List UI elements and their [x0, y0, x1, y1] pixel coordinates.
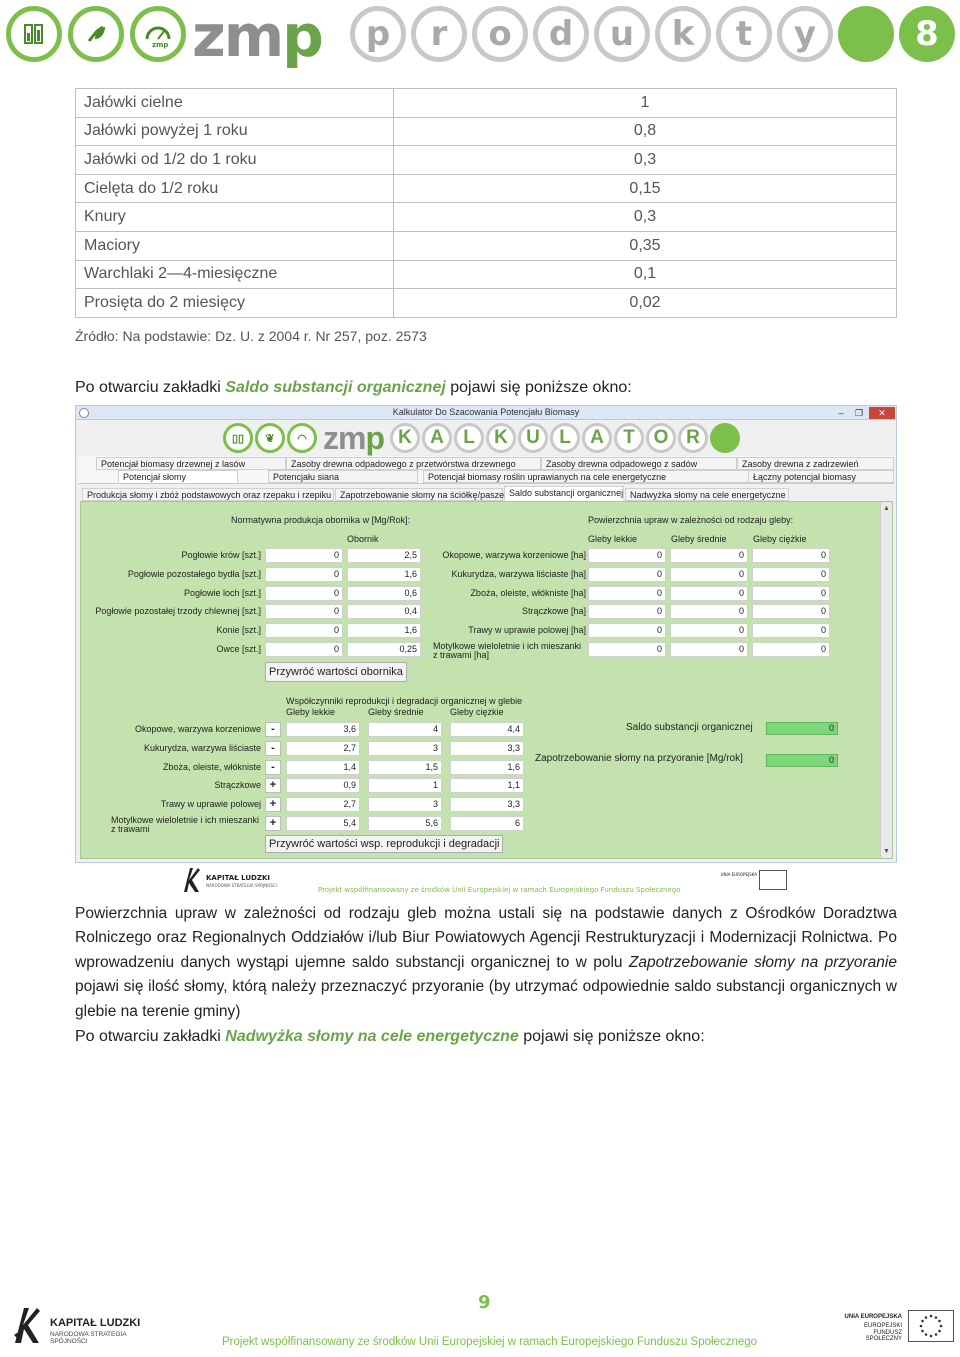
restore-button[interactable]: ❐ — [854, 408, 864, 418]
table-row — [76, 117, 897, 146]
area-input[interactable]: 0 — [588, 586, 666, 601]
title-bar — [76, 406, 896, 420]
tab-straw-potential[interactable]: Potencjał słomy — [118, 470, 238, 483]
tab-straw-production[interactable]: Produkcja słomy i zbóż podstawowych oraz rzepaku i rzepiku — [82, 488, 334, 501]
coefficient-input[interactable]: 6 — [450, 816, 524, 831]
area-input[interactable]: 0 — [670, 642, 748, 657]
letter-circle: o — [472, 6, 528, 62]
sign-toggle-button[interactable]: - — [265, 741, 281, 756]
table-row — [76, 289, 897, 318]
area-input[interactable]: 0 — [670, 604, 748, 619]
animal-label: Prosięta do 2 miesięcy — [76, 289, 394, 318]
coefficient-value: 0,35 — [394, 231, 897, 260]
coeff-row-label: Strączkowe — [214, 780, 261, 791]
coefficient-input[interactable]: 3 — [368, 741, 442, 756]
manure-row-label: Pogłowie krów [szt.] — [181, 550, 261, 560]
coefficient-input[interactable]: 5,6 — [368, 816, 442, 831]
letter-circle: A — [422, 423, 452, 453]
coefficient-value: 0,1 — [394, 260, 897, 289]
coefficient-input[interactable]: 5,4 — [286, 816, 360, 831]
app-logo — [223, 419, 740, 456]
eu-line1: UNIA EUROPEJSKA — [844, 1314, 902, 1320]
coefficient-input[interactable]: 3,3 — [450, 797, 524, 812]
animal-label: Jałówki powyżej 1 roku — [76, 117, 394, 146]
coeff-row-label: Kukurydza, warzywa liściaste — [143, 742, 261, 753]
sign-toggle-button[interactable]: + — [265, 797, 281, 812]
coeff-col-heavy: Gleby ciężkie — [450, 707, 504, 717]
sign-toggle-button[interactable]: - — [265, 760, 281, 775]
table-row — [76, 89, 897, 118]
demand-output: 0 — [766, 754, 838, 767]
tab-energy-crops[interactable]: Potencjał biomasy roślin uprawianych na cele energetyczne — [423, 470, 753, 483]
manure-factor-input[interactable]: 0,4 — [347, 604, 421, 619]
chapter-number: 8 — [899, 6, 955, 62]
coefficient-input[interactable]: 3,3 — [450, 741, 524, 756]
area-input[interactable]: 0 — [752, 548, 830, 563]
coefficient-input[interactable]: 4 — [368, 722, 442, 737]
area-row-label: Trawy w uprawie polowej [ha] — [468, 625, 586, 636]
letter-circle: A — [582, 423, 612, 453]
coefficient-value: 0,3 — [394, 146, 897, 175]
blank-circle — [838, 6, 894, 62]
coefficient-input[interactable]: 1,4 — [286, 760, 360, 775]
table-row — [76, 231, 897, 260]
reset-manure-button[interactable]: Przywróć wartości obornika — [265, 662, 407, 682]
area-input[interactable]: 0 — [588, 642, 666, 657]
kapital-ludzki-mark — [12, 1305, 42, 1345]
reset-coefficients-button[interactable]: Przywróć wartości wsp. reprodukcji i degradacji — [265, 835, 503, 853]
tab-wood-processing[interactable]: Zasoby drewna odpadowego z przetwórstwa drzewnego — [286, 457, 541, 470]
area-input[interactable]: 0 — [752, 604, 830, 619]
manure-row-label: Pogłowie pozostałego bydła [szt.] — [127, 568, 261, 579]
coeff-heading: Współczynniki reprodukcji i degradacji organicznej w glebie — [286, 696, 523, 706]
tab-organic-balance[interactable]: Saldo substancji organicznej — [504, 486, 624, 501]
coefficient-input[interactable]: 1,1 — [450, 778, 524, 793]
area-input[interactable]: 0 — [670, 567, 748, 582]
area-row-label: Kukurydza, warzywa liściaste [ha] — [451, 568, 586, 579]
table-row — [76, 203, 897, 232]
eu-line3: FUNDUSZ SPOŁECZNY — [865, 1330, 902, 1342]
manure-count-input[interactable]: 0 — [265, 548, 343, 563]
table-row — [76, 174, 897, 203]
letter-circle: K — [486, 423, 516, 453]
scroll-up-arrow[interactable]: ▲ — [883, 505, 890, 512]
coeff-row-label: Trawy w uprawie polowej — [160, 799, 261, 810]
svg-text:zmp: zmp — [152, 41, 169, 49]
organic-balance-panel — [80, 501, 893, 859]
coefficient-input[interactable]: 3 — [368, 797, 442, 812]
header-banner — [0, 0, 960, 70]
letter-circle: p — [350, 6, 406, 62]
letter-circle: k — [655, 6, 711, 62]
area-row-label: Okopowe, warzywa korzeniowe [ha] — [442, 550, 586, 560]
manure-heading: Normatywna produkcja obornika w [Mg/Rok]: — [231, 515, 411, 525]
table-row — [76, 146, 897, 175]
letter-circle: K — [390, 423, 420, 453]
coeff-row-label: Zboża, oleiste, włókniste — [162, 761, 261, 772]
coefficient-input[interactable]: 3,6 — [286, 722, 360, 737]
demand-label: Zapotrzebowanie słomy na przyoranie [Mg/rok] — [535, 753, 743, 764]
area-col-light: Gleby lekkie — [588, 534, 638, 544]
area-input[interactable]: 0 — [752, 567, 830, 582]
sign-toggle-button[interactable]: + — [265, 816, 281, 831]
tab-total-biomass[interactable]: Łączny potencjał biomasy — [748, 470, 894, 483]
letter-circle: U — [518, 423, 548, 453]
body-paragraph: Powierzchnia upraw w zależności od rodzaju gleb można ustali się na podstawie danych z Ośrodków Doradztwa Rolniczego oraz Regionalnych Oddziałów i/lub Biur Powiatowych Agencji Restrukturyzacji i Modernizacji Rolnictwa. Po wprowadzeniu danych wystąpi ujemne saldo substancji organicznej to w polu Zapotrzebowanie słomy na przyoranie pojawi się ilość słomy, którą należy przeznaczyć przyoranie (by utrzymać odpowiednie saldo substancji organicznych w glebie na terenie gminy) — [75, 905, 897, 1020]
area-input[interactable]: 0 — [588, 604, 666, 619]
letter-circle: t — [716, 6, 772, 62]
letter-circle: r — [411, 6, 467, 62]
livestock-table — [75, 88, 897, 318]
kl-subtitle: NARODOWA STRATEGIA SPÓJNOŚCI — [50, 1331, 127, 1345]
manure-count-input[interactable]: 0 — [265, 586, 343, 601]
animal-label: Maciory — [76, 231, 394, 260]
battery-icon — [6, 6, 62, 62]
animal-label: Cielęta do 1/2 roku — [76, 174, 394, 203]
saldo-output: 0 — [766, 722, 838, 735]
coeff-col-light: Gleby lekkie — [286, 707, 336, 717]
area-input[interactable]: 0 — [752, 586, 830, 601]
page-number: 9 — [478, 1292, 491, 1313]
zmp-logo: zmp — [323, 419, 384, 456]
manure-count-input[interactable]: 0 — [265, 567, 343, 582]
kapital-ludzki-mark — [181, 866, 201, 894]
kl-subtitle: NARODOWA STRATEGIA SPÓJNOŚCI — [206, 883, 277, 888]
tab-bedding-demand[interactable]: Zapotrzebowanie słomy na ściółkę/pasze — [335, 488, 503, 501]
letter-circle: O — [646, 423, 676, 453]
animal-label: Jałówki cielne — [76, 89, 394, 118]
manure-factor-input[interactable]: 2,5 — [347, 548, 421, 563]
coeff-row-label: z trawami — [111, 824, 150, 834]
coefficient-value: 0,15 — [394, 174, 897, 203]
tab-energy-surplus[interactable]: Nadwyżka słomy na cele energetyczne — [625, 488, 789, 501]
coeff-row-label: Motylkowe wieloletnie i ich mieszanki — [111, 815, 260, 825]
battery-icon: ▯▯ — [223, 423, 253, 453]
manure-count-input[interactable]: 0 — [265, 623, 343, 638]
coefficient-value: 0,3 — [394, 203, 897, 232]
animal-label: Knury — [76, 203, 394, 232]
manure-row-label: Owce [szt.] — [216, 644, 261, 654]
minimize-button[interactable]: – — [838, 408, 844, 418]
letter-circle: T — [614, 423, 644, 453]
area-input[interactable]: 0 — [670, 623, 748, 638]
letter-circle: d — [533, 6, 589, 62]
coefficient-input[interactable]: 1,6 — [450, 760, 524, 775]
area-input[interactable]: 0 — [752, 623, 830, 638]
manure-row-label: Konie [szt.] — [216, 625, 261, 636]
manure-factor-input[interactable]: 0,6 — [347, 586, 421, 601]
area-col-medium: Gleby średnie — [671, 534, 727, 544]
scrollbar[interactable] — [880, 502, 892, 858]
calculator-window — [75, 405, 897, 863]
area-col-heavy: Gleby ciężkie — [753, 534, 807, 544]
area-input[interactable]: 0 — [752, 642, 830, 657]
project-text: Projekt współfinansowany ze środków Unii Europejskiej w ramach Europejskiego Funduszu Społecznego — [222, 1336, 758, 1348]
tab-forest-biomass[interactable]: Potencjał biomasy drzewnej z lasów — [96, 457, 286, 470]
saldo-label: Saldo substancji organicznej — [626, 722, 753, 733]
close-button[interactable]: ✕ — [869, 407, 895, 419]
area-row-label: Motylkowe wieloletnie i ich mieszanki — [433, 641, 582, 651]
coefficient-input[interactable]: 1,5 — [368, 760, 442, 775]
source-note: Źródło: Na podstawie: Dz. U. z 2004 r. Nr 257, poz. 2573 — [75, 328, 427, 344]
animal-label: Jałówki od 1/2 do 1 roku — [76, 146, 394, 175]
tab-hay-potential[interactable]: Potencjału siana — [268, 470, 418, 483]
outro-text: Po otwarciu zakładki Nadwyżka słomy na cele energetyczne pojawi się poniższe okno: — [75, 1028, 705, 1045]
blank-circle — [710, 423, 740, 453]
gauge-icon: ◠ — [287, 423, 317, 453]
tab-strip — [78, 456, 894, 484]
coeff-col-medium: Gleby średnie — [368, 707, 424, 717]
zmp-logo: zmp — [192, 2, 322, 70]
manure-col-header: Obornik — [347, 534, 379, 544]
project-text: Projekt współfinansowany ze środków Unii Europejskiej w ramach Europejskiego Funduszu Społecznego — [318, 886, 681, 894]
eu-text: UNIA EUROPEJSKA — [720, 872, 757, 877]
coefficient-input[interactable]: 2,7 — [286, 797, 360, 812]
area-row-label: Strączkowe [ha] — [521, 606, 586, 617]
letter-circle: L — [454, 423, 484, 453]
eu-flag-icon — [908, 1310, 954, 1342]
animal-label: Warchlaki 2—4-miesięczne — [76, 260, 394, 289]
letter-circle: u — [594, 6, 650, 62]
scroll-down-arrow[interactable]: ▼ — [883, 848, 890, 855]
area-input[interactable]: 0 — [588, 567, 666, 582]
coefficient-input[interactable]: 1 — [368, 778, 442, 793]
plug-leaf-icon: ❦ — [255, 423, 285, 453]
area-input[interactable]: 0 — [588, 548, 666, 563]
area-heading: Powierzchnia upraw w zależności od rodzaju gleby: — [588, 515, 794, 525]
area-row-label: Zboża, oleiste, włókniste [ha] — [470, 587, 586, 598]
gauge-icon — [130, 6, 186, 62]
area-input[interactable]: 0 — [588, 623, 666, 638]
tab-tree-stands[interactable]: Zasoby drewna z zadrzewień — [737, 457, 894, 470]
coefficient-value: 0,8 — [394, 117, 897, 146]
coefficient-input[interactable]: 2,7 — [286, 741, 360, 756]
kapital-ludzki-logo — [12, 1305, 162, 1345]
kl-title: KAPITAŁ LUDZKI — [50, 1317, 141, 1329]
kl-title: KAPITAŁ LUDZKI — [206, 874, 270, 882]
eu-flag-icon — [759, 870, 787, 890]
area-input[interactable]: 0 — [670, 586, 748, 601]
letter-circle: y — [777, 6, 833, 62]
manure-factor-input[interactable]: 1,6 — [347, 623, 421, 638]
window-title: Kalkulator Do Szacowania Potencjału Biomasy — [392, 407, 580, 417]
area-input[interactable]: 0 — [670, 548, 748, 563]
manure-row-label: Pogłowie loch [szt.] — [183, 587, 261, 598]
letter-circle: L — [550, 423, 580, 453]
coefficient-value: 1 — [394, 89, 897, 118]
coefficient-value: 0,02 — [394, 289, 897, 318]
table-row — [76, 260, 897, 289]
manure-row-label: Pogłowie pozostałej trzody chlewnej [szt.] — [95, 606, 261, 617]
manure-count-input[interactable]: 0 — [265, 604, 343, 619]
eu-logo — [842, 1310, 954, 1342]
sign-toggle-button[interactable]: + — [265, 778, 281, 793]
coeff-row-label: Okopowe, warzywa korzeniowe — [134, 724, 261, 734]
eu-line2: EUROPEJSKI — [863, 1323, 902, 1329]
manure-factor-input[interactable]: 1,6 — [347, 567, 421, 582]
manure-count-input[interactable]: 0 — [265, 642, 343, 657]
letter-circle: R — [678, 423, 708, 453]
tab-orchard-wood[interactable]: Zasoby drewna odpadowego z sadów — [541, 457, 737, 470]
manure-factor-input[interactable]: 0,25 — [347, 642, 421, 657]
coefficient-input[interactable]: 4,4 — [450, 722, 524, 737]
plug-leaf-icon — [68, 6, 124, 62]
screenshot-footer — [75, 864, 897, 896]
coefficient-input[interactable]: 0,9 — [286, 778, 360, 793]
area-row-label: z trawami [ha] — [433, 650, 490, 660]
intro-text: Po otwarciu zakładki Saldo substancji organicznej pojawi się poniższe okno: — [75, 379, 632, 396]
sign-toggle-button[interactable]: - — [265, 722, 281, 737]
